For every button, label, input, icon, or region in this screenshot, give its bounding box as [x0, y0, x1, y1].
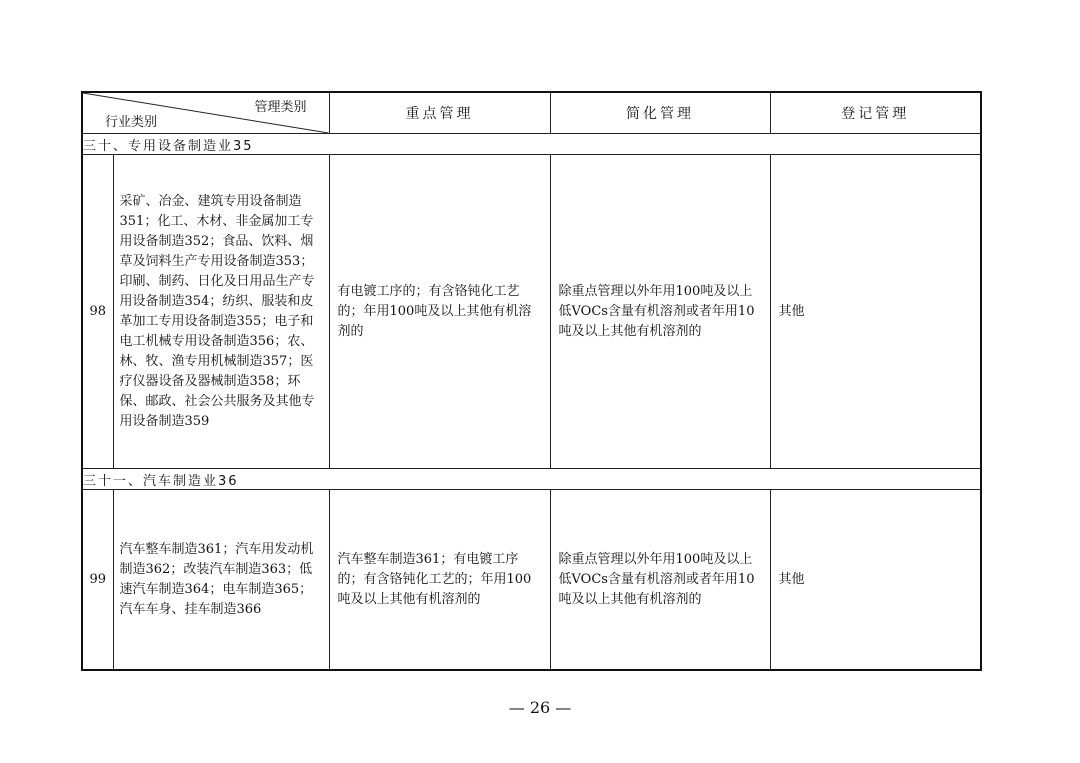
- table-header-row: [82, 92, 981, 134]
- row-number: 98: [82, 155, 113, 469]
- column-header-key-management: 重点管理: [329, 92, 550, 134]
- page-number: — 26 —: [508, 698, 572, 717]
- table-row: [82, 490, 981, 671]
- industry-category-cell: 采矿、冶金、建筑专用设备制造351；化工、木材、非金属加工专用设备制造352；食品、饮料、烟草及饲料生产专用设备制造353；印刷、制药、日化及日用品生产专用设备制造354；纺织、服装和皮革加工专用设备制造355；电子和电工机械专用设备制造356；农、林、牧、渔专用机械制造357；医疗仪器设备及器械制造358；环保、邮政、社会公共服务及其他专用设备制造359: [113, 155, 329, 469]
- industry-category-cell: 汽车整车制造361；汽车用发动机制造362；改装汽车制造363；低速汽车制造364；电车制造365；汽车车身、挂车制造366: [113, 490, 329, 671]
- corner-label-management-category: 管理类别: [254, 100, 307, 115]
- simplified-management-cell: 除重点管理以外年用100吨及以上低VOCs含量有机溶剂或者年用10吨及以上其他有机溶剂的: [550, 155, 770, 469]
- column-header-simplified-management: 简化管理: [550, 92, 770, 134]
- section-title: 三十、专用设备制造业35: [82, 134, 981, 155]
- section-row: [82, 134, 981, 155]
- key-management-cell: 有电镀工序的；有含铬钝化工艺的；年用100吨及以上其他有机溶剂的: [329, 155, 550, 469]
- key-management-cell: 汽车整车制造361；有电镀工序的；有含铬钝化工艺的；年用100吨及以上其他有机溶剂的: [329, 490, 550, 671]
- row-number: 99: [82, 490, 113, 671]
- simplified-management-cell: 除重点管理以外年用100吨及以上低VOCs含量有机溶剂或者年用10吨及以上其他有机溶剂的: [550, 490, 770, 671]
- section-title: 三十一、汽车制造业36: [82, 469, 981, 490]
- registration-management-cell: 其他: [770, 155, 981, 469]
- column-header-registration-management: 登记管理: [770, 92, 981, 134]
- management-table: [81, 91, 982, 671]
- registration-management-cell: 其他: [770, 490, 981, 671]
- table-row: [82, 155, 981, 469]
- section-row: [82, 469, 981, 490]
- corner-label-industry-category: 行业类别: [105, 115, 158, 130]
- diagonal-header-cell: [82, 92, 329, 134]
